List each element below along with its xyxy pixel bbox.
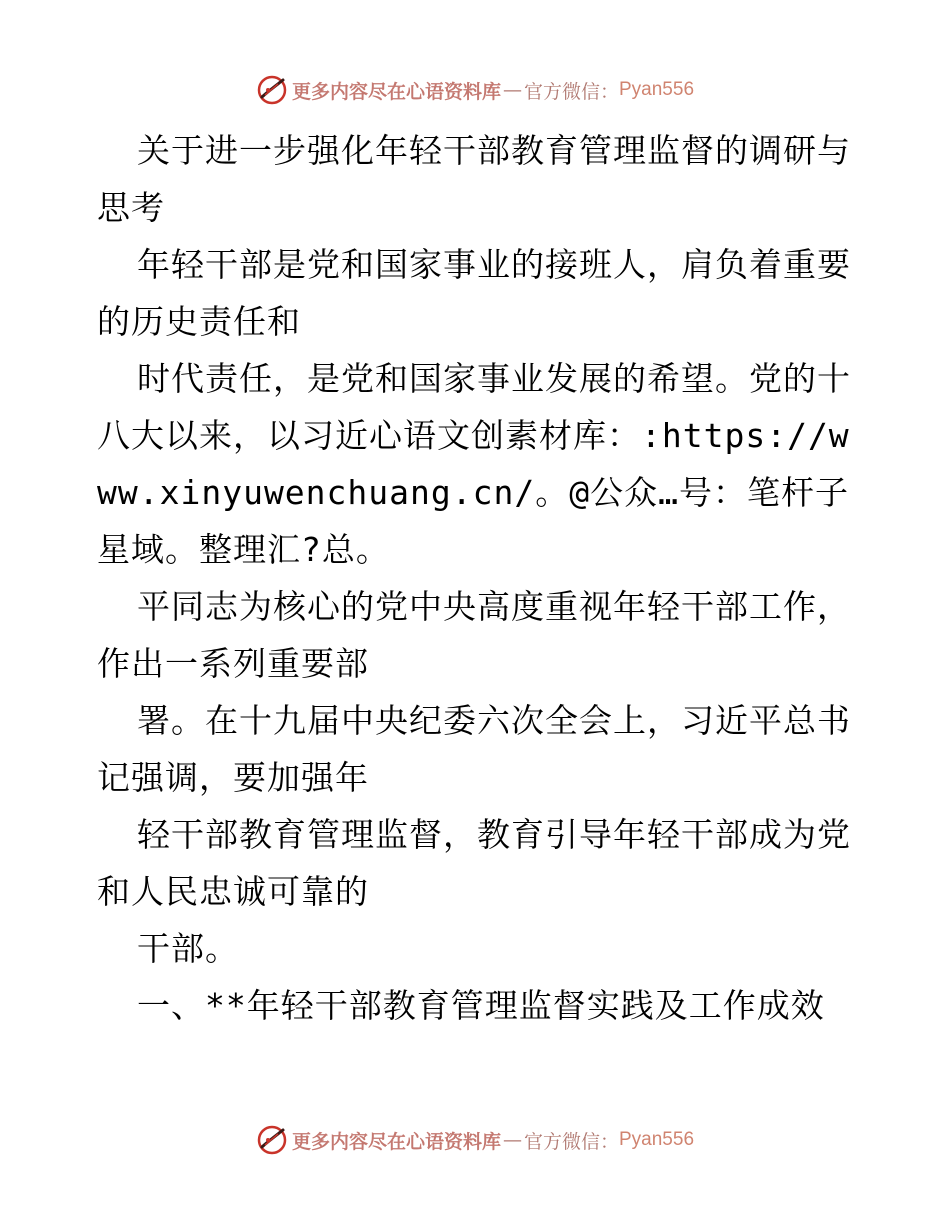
paragraph: 干部。 [137, 929, 239, 968]
paragraph: 年轻干部是党和国家事业的接班人，肩负着重要的历史责任和 [97, 245, 851, 341]
paragraph: 平同志为核心的党中央高度重视年轻干部工作，作出一系列重要部 [97, 587, 851, 683]
section-heading: 一、**年轻干部教育管理监督实践及工作成效 [137, 986, 825, 1025]
header-banner [0, 70, 950, 110]
footer-official-label: 官方微信： [523, 1130, 619, 1153]
red-pen-circle-logo-icon [256, 1124, 288, 1156]
footer-banner-text: 更多内容尽在心语资料库 [291, 1130, 501, 1153]
footer-banner [0, 1120, 950, 1160]
document-body [97, 122, 857, 1034]
footer-official-id: Pyan556 [619, 1129, 695, 1150]
header-separator: — [502, 79, 522, 101]
paragraph: 轻干部教育管理监督，教育引导年轻干部成为党和人民忠诚可靠的 [97, 815, 851, 911]
document-title: 关于进一步强化年轻干部教育管理监督的调研与思考 [97, 131, 851, 227]
red-pen-circle-logo-icon [256, 74, 288, 106]
header-banner-text: 更多内容尽在心语资料库 [291, 80, 501, 103]
header-official-id: Pyan556 [619, 79, 695, 100]
paragraph: 署。在十九届中央纪委六次全会上，习近平总书记强调，要加强年 [97, 701, 851, 797]
header-official-label: 官方微信： [523, 80, 619, 103]
paragraph: 时代责任，是党和国家事业发展的希望。党的十八大以来，以习近心语文创素材库：:https://www.xinyuwenchuang.cn/。@公众…号：笔杆子星域。整理汇?总。 [97, 359, 851, 569]
footer-separator: — [502, 1129, 522, 1151]
